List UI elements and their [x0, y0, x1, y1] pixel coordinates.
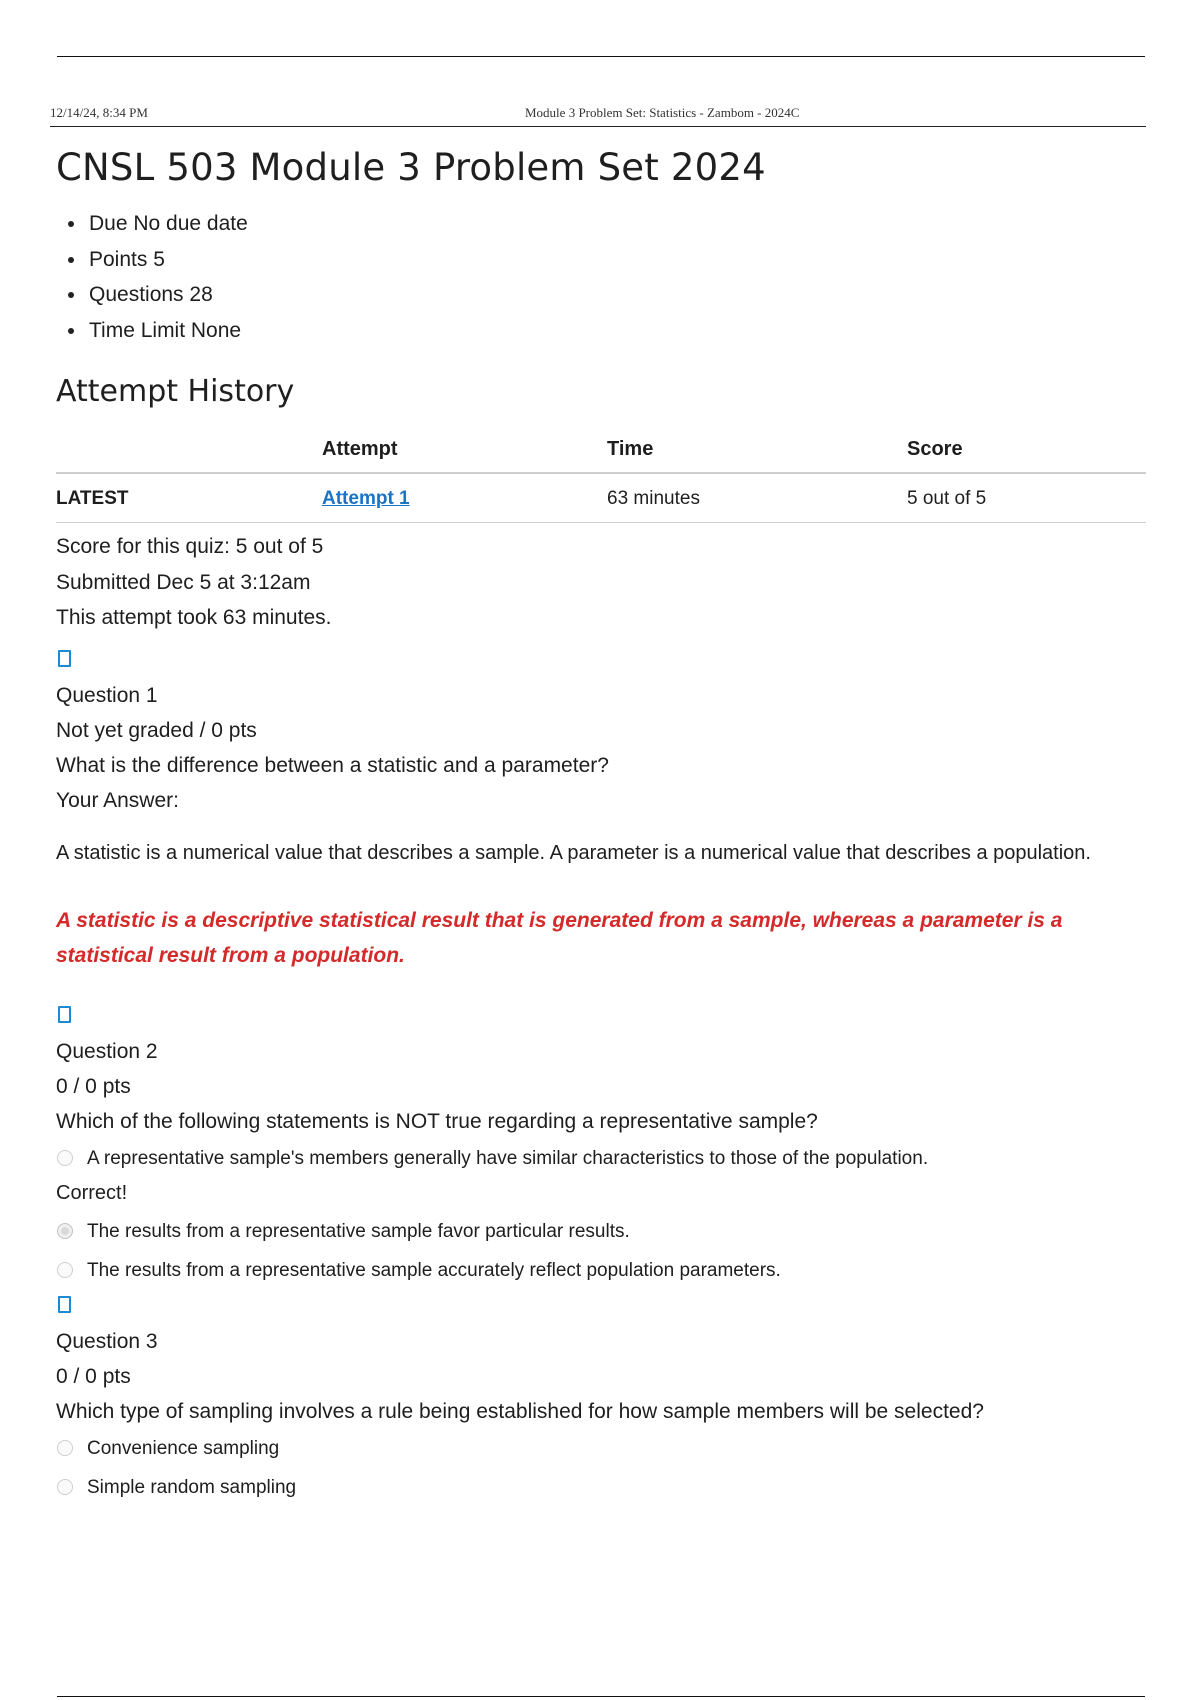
answer-option[interactable] [56, 1251, 1146, 1290]
header-time: Time [607, 426, 907, 473]
flag-question-icon[interactable] [58, 1296, 71, 1313]
answer-option[interactable] [56, 1429, 1146, 1468]
time-cell: 63 minutes [607, 473, 907, 523]
question-prompt: Which of the following statements is NOT true regarding a representative sample? [56, 1109, 818, 1133]
question-title: Question 1 [56, 683, 158, 707]
header-blank [56, 426, 322, 473]
question-points: 0 / 0 pts [56, 1364, 131, 1388]
correct-answer-note: A statistic is a descriptive statistical result that is generated from a sample, whereas a parameter is a statistical result from a population. [56, 908, 1063, 967]
print-doc-title: Module 3 Problem Set: Statistics - Zambom - 2024C [525, 105, 800, 120]
quiz-score: Score for this quiz: 5 out of 5 [56, 535, 324, 558]
your-answer-label: Your Answer: [56, 788, 179, 812]
meta-questions: Questions 28 [68, 277, 1146, 313]
radio-button[interactable] [57, 1150, 73, 1166]
meta-due: Due No due date [68, 206, 1146, 242]
attempt-summary [56, 529, 1146, 636]
question-2 [56, 1002, 1146, 1290]
table-row [56, 473, 1146, 523]
table-header-row [56, 426, 1146, 473]
question-points: Not yet graded / 0 pts [56, 718, 257, 742]
latest-label: LATEST [56, 473, 322, 523]
attempt-duration: This attempt took 63 minutes. [56, 606, 332, 629]
question-prompt: Which type of sampling involves a rule being established for how sample members will be selected? [56, 1399, 984, 1423]
meta-time-limit: Time Limit None [68, 313, 1146, 349]
radio-button[interactable] [57, 1479, 73, 1495]
option-label: Simple random sampling [87, 1476, 297, 1498]
page-title: CNSL 503 Module 3 Problem Set 2024 [56, 146, 766, 189]
attempt-history-table [56, 426, 1146, 523]
question-title: Question 3 [56, 1329, 158, 1353]
flag-question-icon[interactable] [58, 1006, 71, 1023]
option-label: Convenience sampling [87, 1437, 280, 1459]
print-datetime: 12/14/24, 8:34 PM [50, 105, 148, 120]
radio-button[interactable] [57, 1262, 73, 1278]
attempt-1-link[interactable]: Attempt 1 [322, 488, 410, 509]
quiz-content [56, 140, 1146, 1507]
question-3 [56, 1292, 1146, 1507]
attempt-history-title: Attempt History [56, 374, 295, 409]
answer-option[interactable] [56, 1468, 1146, 1507]
answer-option-selected[interactable] [56, 1212, 1146, 1251]
page-top-rule [57, 56, 1145, 57]
radio-button-selected[interactable] [57, 1223, 73, 1239]
answer-option[interactable] [56, 1139, 1146, 1178]
header-attempt: Attempt [322, 426, 607, 473]
option-label: The results from a representative sample favor particular results. [87, 1220, 630, 1242]
question-points: 0 / 0 pts [56, 1074, 131, 1098]
header-score: Score [907, 426, 1146, 473]
question-1 [56, 646, 1146, 974]
option-label: A representative sample's members generally have similar characteristics to those of the population. [87, 1147, 929, 1169]
attempt-cell [322, 473, 607, 523]
flag-question-icon[interactable] [58, 650, 71, 667]
score-cell: 5 out of 5 [907, 473, 1146, 523]
submitted-time: Submitted Dec 5 at 3:12am [56, 570, 311, 594]
page-bottom-rule [57, 1696, 1145, 1697]
print-header [50, 104, 1146, 127]
essay-answer: A statistic is a numerical value that describes a sample. A parameter is a numerical value that describes a population. [56, 841, 1091, 864]
option-label: The results from a representative sample accurately reflect population parameters. [87, 1259, 781, 1281]
correct-label: Correct! [56, 1181, 128, 1204]
meta-points: Points 5 [68, 242, 1146, 278]
quiz-meta-list [56, 206, 1146, 348]
radio-button[interactable] [57, 1440, 73, 1456]
question-title: Question 2 [56, 1039, 158, 1063]
question-prompt: What is the difference between a statistic and a parameter? [56, 753, 609, 777]
